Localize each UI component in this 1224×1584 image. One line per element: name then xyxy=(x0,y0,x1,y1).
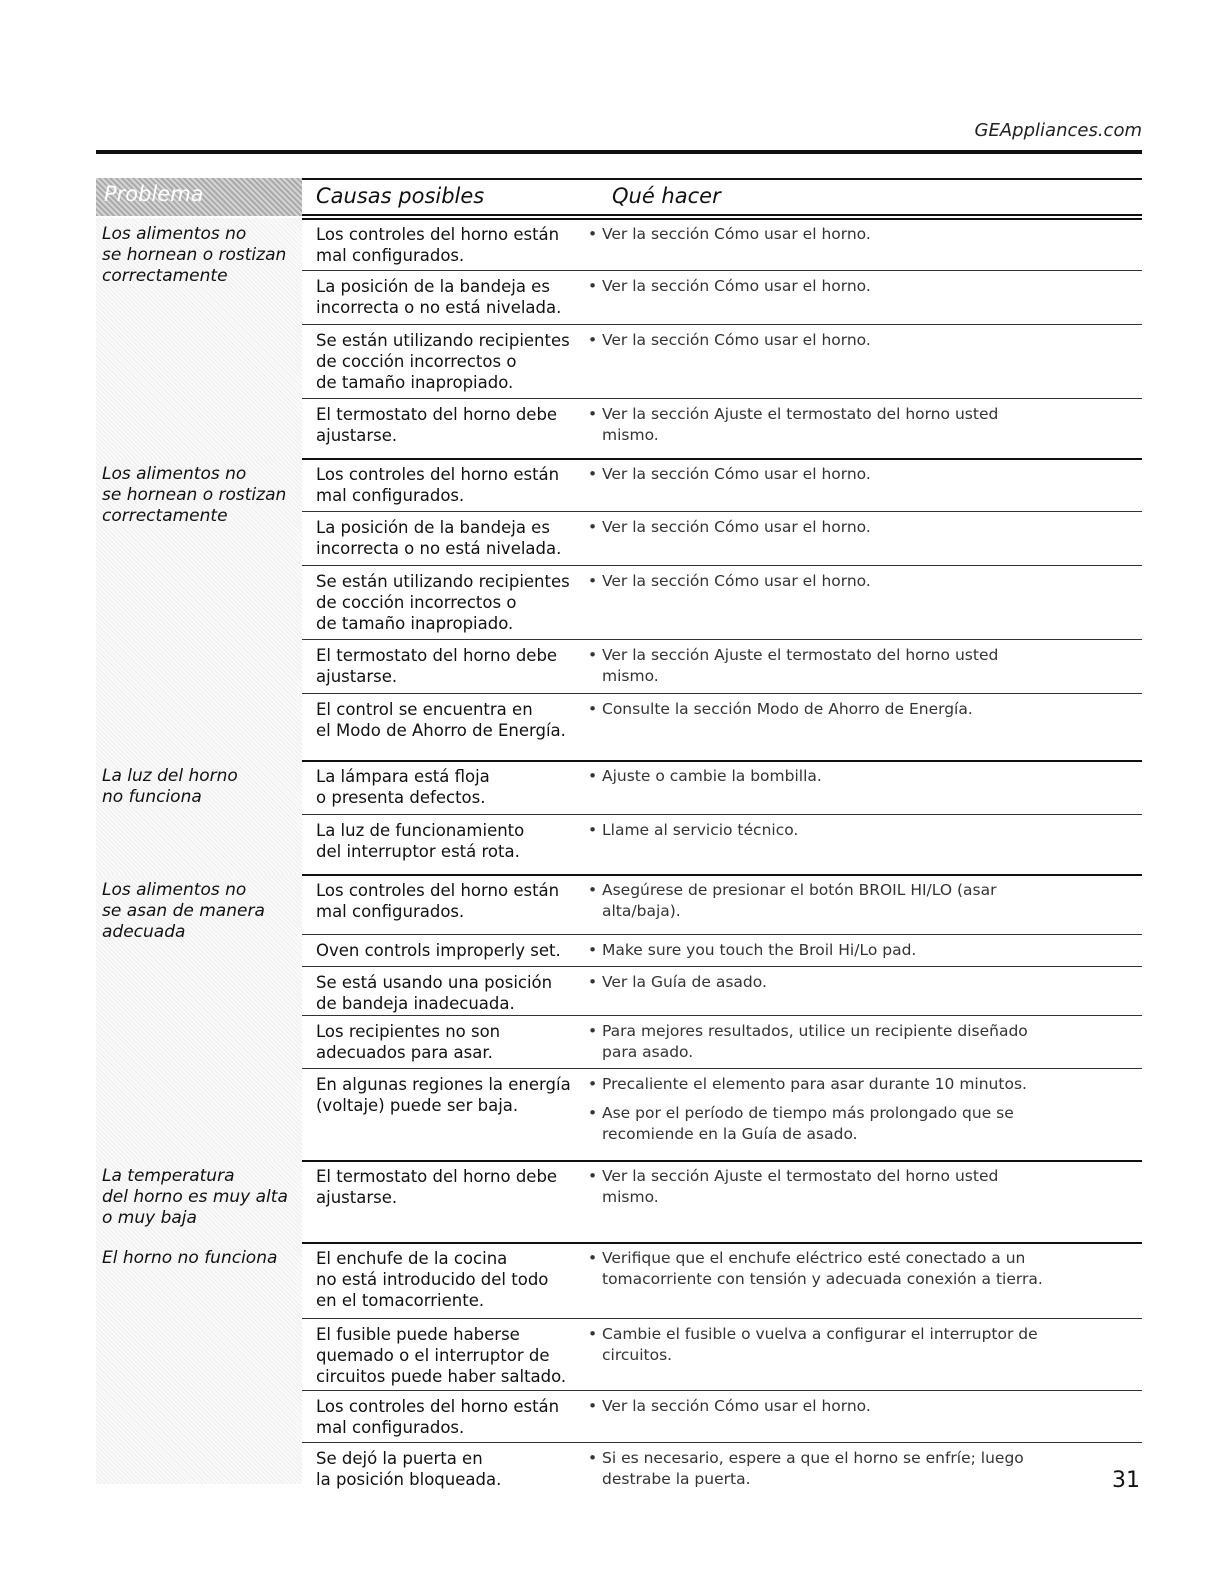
row-divider xyxy=(302,1318,1142,1319)
cause-text: Los controles del horno están mal configurados. xyxy=(316,225,560,265)
cause-text: El termostato del horno debe ajustarse. xyxy=(316,646,558,686)
row-divider xyxy=(302,565,1142,566)
solution-bullet: • Ver la sección Ajuste el termostato del horno usted mismo. xyxy=(586,645,1046,687)
solution-bullet: • Ver la sección Ajuste el termostato del horno usted mismo. xyxy=(586,1166,1046,1208)
site-url: GEAppliances.com xyxy=(974,120,1142,141)
cause-text: Se dejó la puerta en la posición bloqueada. xyxy=(316,1449,502,1489)
solution-bullet: • Llame al servicio técnico. xyxy=(586,820,1046,841)
row-divider xyxy=(302,270,1142,271)
problem-cell xyxy=(96,760,302,874)
row-divider xyxy=(302,814,1142,815)
solution-bullet: • Ver la sección Cómo usar el horno. xyxy=(586,571,1046,592)
what-to-do xyxy=(586,972,1046,1001)
solution-bullet: • Cambie el fusible o vuelva a configurar el interruptor de circuitos. xyxy=(586,1324,1046,1366)
what-to-do xyxy=(586,276,1046,305)
what-to-do xyxy=(586,1324,1046,1374)
row-divider xyxy=(302,966,1142,967)
cause-text: Los controles del horno están mal configurados. xyxy=(316,465,560,505)
problem-cell xyxy=(96,1160,302,1242)
solution-bullet: • Ver la sección Ajuste el termostato del horno usted mismo. xyxy=(586,404,1046,446)
row-divider xyxy=(302,934,1142,935)
row-divider xyxy=(302,1442,1142,1443)
solution-bullet: • Ase por el período de tiempo más prolongado que se recomiende en la Guía de asado. xyxy=(586,1103,1046,1145)
row-divider xyxy=(302,1390,1142,1391)
what-to-do xyxy=(586,517,1046,546)
what-to-do xyxy=(586,880,1046,930)
what-to-do xyxy=(586,224,1046,253)
row-divider xyxy=(302,639,1142,640)
row-divider xyxy=(302,324,1142,325)
problem-label: El horno no funciona xyxy=(102,1248,278,1268)
problem-cell xyxy=(96,1242,302,1484)
problem-group xyxy=(96,874,1142,1160)
cause-text: El fusible puede haberse quemado o el interruptor de circuitos puede haber saltado. xyxy=(316,1325,567,1386)
cause-text: Los recipientes no son adecuados para asar. xyxy=(316,1022,501,1062)
problem-cell xyxy=(96,218,302,458)
solution-bullet: • Precaliente el elemento para asar durante 10 minutos. xyxy=(586,1074,1046,1095)
solution-bullet: • Ver la sección Cómo usar el horno. xyxy=(586,1396,1046,1417)
cause-text: Se están utilizando recipientes de cocción incorrectos o de tamaño inapropiado. xyxy=(316,331,570,392)
problem-group xyxy=(96,218,1142,458)
what-to-do xyxy=(586,571,1046,600)
top-rule xyxy=(96,150,1142,154)
what-to-do xyxy=(586,1021,1046,1071)
solution-bullet: • Ver la Guía de asado. xyxy=(586,972,1046,993)
problem-group xyxy=(96,458,1142,760)
what-to-do xyxy=(586,820,1046,849)
solution-bullet: • Verifique que el enchufe eléctrico esté conectado a un tomacorriente con tensión y adecuada conexión a tierra. xyxy=(586,1248,1046,1290)
solution-bullet: • Si es necesario, espere a que el horno se enfríe; luego destrabe la puerta. xyxy=(586,1448,1046,1490)
table-header xyxy=(96,178,1142,216)
problem-group xyxy=(96,1160,1142,1242)
cause-text: La posición de la bandeja es incorrecta o no está nivelada. xyxy=(316,277,562,317)
problem-group xyxy=(96,1242,1142,1489)
what-to-do xyxy=(586,766,1046,795)
what-header-label: Qué hacer xyxy=(612,184,721,208)
what-to-do xyxy=(586,1448,1046,1498)
solution-bullet: • Consulte la sección Modo de Ahorro de Energía. xyxy=(586,699,1046,720)
problem-label: La temperatura del horno es muy alta o muy baja xyxy=(102,1166,288,1228)
row-divider xyxy=(302,511,1142,512)
cause-text: El termostato del horno debe ajustarse. xyxy=(316,1167,558,1207)
problem-header-label: Problema xyxy=(104,182,204,206)
what-to-do xyxy=(586,1248,1046,1298)
problem-cell xyxy=(96,458,302,760)
cause-text: El termostato del horno debe ajustarse. xyxy=(316,405,558,445)
solution-bullet: • Ver la sección Cómo usar el horno. xyxy=(586,276,1046,297)
what-to-do xyxy=(586,404,1046,454)
what-to-do xyxy=(586,1396,1046,1425)
solution-bullet: • Ver la sección Cómo usar el horno. xyxy=(586,464,1046,485)
what-to-do xyxy=(586,1166,1046,1216)
cause-text: Los controles del horno están mal configurados. xyxy=(316,881,560,921)
cause-text: Oven controls improperly set. xyxy=(316,941,561,960)
cause-text: El enchufe de la cocina no está introducido del todo en el tomacorriente. xyxy=(316,1249,549,1310)
problem-label: Los alimentos no se hornean o rostizan correctamente xyxy=(102,464,287,526)
problem-label: Los alimentos no se asan de manera adecuada xyxy=(102,880,265,942)
what-to-do xyxy=(586,645,1046,695)
problem-header-cell xyxy=(96,178,302,216)
cause-text: La lámpara está floja o presenta defectos. xyxy=(316,767,490,807)
cause-text: Se está usando una posición de bandeja inadecuada. xyxy=(316,973,553,1013)
problem-cell xyxy=(96,874,302,1160)
row-divider xyxy=(302,1068,1142,1069)
row-divider xyxy=(302,693,1142,694)
what-to-do xyxy=(586,940,1046,969)
cause-text: La posición de la bandeja es incorrecta o no está nivelada. xyxy=(316,518,562,558)
cause-text: Los controles del horno están mal configurados. xyxy=(316,1397,560,1437)
cause-text: El control se encuentra en el Modo de Ahorro de Energía. xyxy=(316,700,566,740)
page-number: 31 xyxy=(1112,1468,1140,1493)
solution-bullet: • Para mejores resultados, utilice un recipiente diseñado para asado. xyxy=(586,1021,1046,1063)
problem-group xyxy=(96,760,1142,874)
solution-bullet: • Ver la sección Cómo usar el horno. xyxy=(586,224,1046,245)
row-divider xyxy=(302,1015,1142,1016)
solution-bullet: • Ajuste o cambie la bombilla. xyxy=(586,766,1046,787)
cause-text: En algunas regiones la energía (voltaje) puede ser baja. xyxy=(316,1075,571,1115)
row-divider xyxy=(302,398,1142,399)
solution-bullet: • Ver la sección Cómo usar el horno. xyxy=(586,330,1046,351)
what-to-do xyxy=(586,1074,1046,1153)
solution-bullet: • Make sure you touch the Broil Hi/Lo pad. xyxy=(586,940,1046,961)
causes-header-label: Causas posibles xyxy=(316,184,485,208)
what-to-do xyxy=(586,699,1046,728)
problem-label: Los alimentos no se hornean o rostizan correctamente xyxy=(102,224,287,286)
problem-label: La luz del horno no funciona xyxy=(102,766,238,807)
solution-bullet: • Ver la sección Cómo usar el horno. xyxy=(586,517,1046,538)
cause-text: Se están utilizando recipientes de cocción incorrectos o de tamaño inapropiado. xyxy=(316,572,570,633)
cause-text: La luz de funcionamiento del interruptor está rota. xyxy=(316,821,525,861)
solution-bullet: • Asegúrese de presionar el botón BROIL HI/LO (asar alta/baja). xyxy=(586,880,1046,922)
what-to-do xyxy=(586,464,1046,493)
what-to-do xyxy=(586,330,1046,359)
